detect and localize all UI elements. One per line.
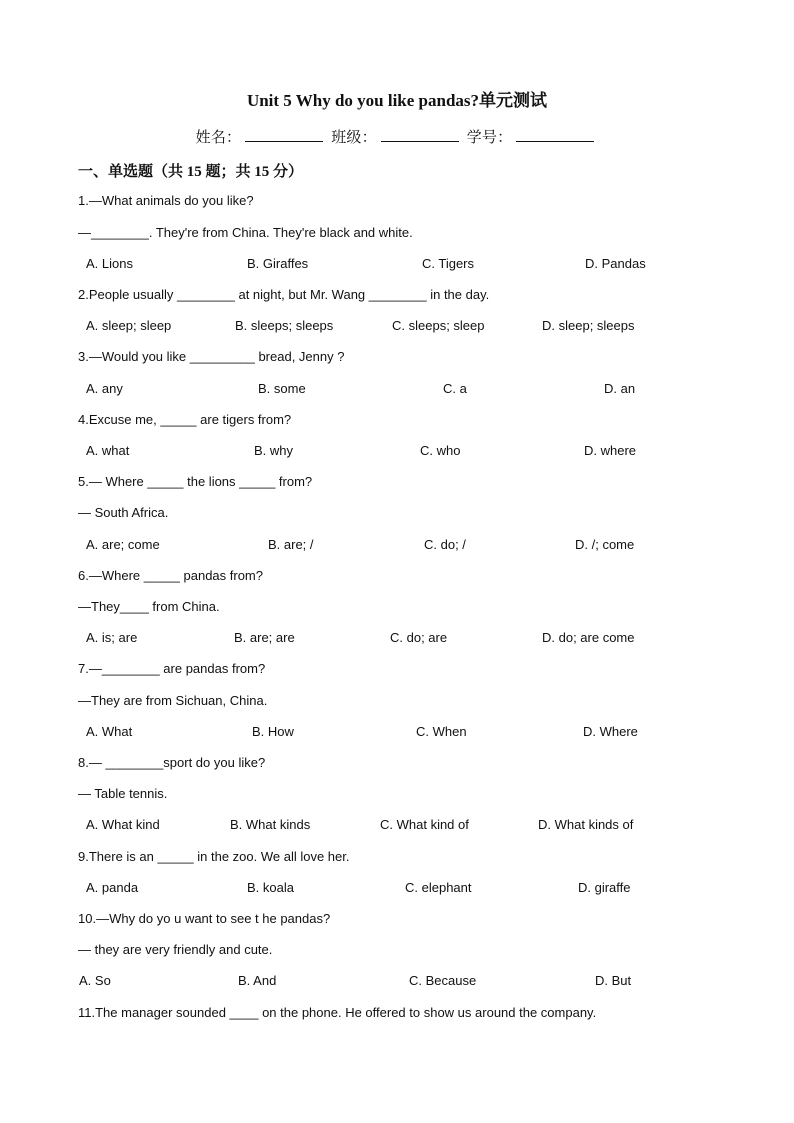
question-1-stem: 1.—What animals do you like? <box>78 193 254 208</box>
question-1-option-d[interactable]: D. Pandas <box>585 256 646 271</box>
class-label: 班级： <box>331 130 377 146</box>
question-4-option-b[interactable]: B. why <box>254 443 294 458</box>
question-2-option-c[interactable]: C. sleeps; sleep <box>392 318 485 333</box>
question-5-option-c[interactable]: C. do; / <box>424 537 466 552</box>
question-2-option-b[interactable]: B. sleeps; sleeps <box>235 318 334 333</box>
question-2-stem: 2.People usually ________ at night, but Mr. Wang ________ in the day. <box>78 287 490 302</box>
question-9-option-c[interactable]: C. elephant <box>405 880 472 895</box>
question-8-line-2: — Table tennis. <box>78 786 168 801</box>
question-10-line-2: — they are very friendly and cute. <box>78 942 273 957</box>
question-10-option-d[interactable]: D. But <box>595 973 632 988</box>
question-6-option-d[interactable]: D. do; are come <box>542 630 635 645</box>
question-10-option-b[interactable]: B. And <box>238 973 277 988</box>
question-5-option-b[interactable]: B. are; / <box>268 537 314 552</box>
question-4-option-a[interactable]: A. what <box>86 443 130 458</box>
page-title: Unit 5 Why do you like pandas?单元测试 <box>246 91 548 110</box>
question-2-option-a[interactable]: A. sleep; sleep <box>86 318 172 333</box>
question-6-option-a[interactable]: A. is; are <box>86 630 138 645</box>
question-8-stem: 8.— ________sport do you like? <box>78 755 266 770</box>
question-9-option-b[interactable]: B. koala <box>247 880 294 895</box>
question-1-option-a[interactable]: A. Lions <box>86 256 133 271</box>
question-6-stem: 6.—Where _____ pandas from? <box>78 568 263 583</box>
question-8-option-a[interactable]: A. What kind <box>86 817 160 832</box>
question-7-option-b[interactable]: B. How <box>252 724 294 739</box>
student-id-label: 学号： <box>466 130 513 146</box>
question-7-option-a[interactable]: A. What <box>86 724 133 739</box>
question-10-stem: 10.—Why do yo u want to see t he pandas? <box>78 911 331 926</box>
question-7-option-c[interactable]: C. When <box>416 724 467 739</box>
question-4-option-c[interactable]: C. who <box>420 443 461 458</box>
section-heading: 一、单选题（共 15 题；共 15 分） <box>78 164 304 180</box>
question-11-stem: 11.The manager sounded ____ on the phone. He offered to show us around the company. <box>78 1005 597 1020</box>
question-1-option-b[interactable]: B. Giraffes <box>247 256 309 271</box>
question-7-line-2: —They are from Sichuan, China. <box>78 693 268 708</box>
question-3-option-b[interactable]: B. some <box>258 381 306 396</box>
question-1-line-2: —________. They're from China. They're black and white. <box>78 225 413 240</box>
question-4-option-d[interactable]: D. where <box>584 443 637 458</box>
question-9-option-d[interactable]: D. giraffe <box>578 880 631 895</box>
name-label: 姓名： <box>195 130 242 146</box>
question-3-option-c[interactable]: C. a <box>443 381 467 396</box>
question-3-stem: 3.—Would you like _________ bread, Jenny ? <box>78 349 345 364</box>
question-6-line-2: —They____ from China. <box>78 599 220 614</box>
student-id-blank[interactable] <box>516 127 594 142</box>
question-10-option-a[interactable]: A. So <box>79 973 111 988</box>
question-5-option-a[interactable]: A. are; come <box>86 537 160 552</box>
question-3-option-a[interactable]: A. any <box>86 381 123 396</box>
question-3-option-d[interactable]: D. an <box>604 381 636 396</box>
question-5-line-2: — South Africa. <box>78 505 169 520</box>
question-7-stem: 7.—________ are pandas from? <box>78 661 266 676</box>
question-9-option-a[interactable]: A. panda <box>86 880 139 895</box>
question-5-stem: 5.— Where _____ the lions _____ from? <box>78 474 313 489</box>
question-10-option-c[interactable]: C. Because <box>409 973 477 988</box>
question-6-option-b[interactable]: B. are; are <box>234 630 295 645</box>
question-8-option-d[interactable]: D. What kinds of <box>538 817 634 832</box>
question-1-option-c[interactable]: C. Tigers <box>422 256 475 271</box>
question-9-stem: 9.There is an _____ in the zoo. We all love her. <box>78 849 350 864</box>
question-7-option-d[interactable]: D. Where <box>583 724 638 739</box>
question-8-option-c[interactable]: C. What kind of <box>380 817 469 832</box>
question-5-option-d[interactable]: D. /; come <box>575 537 635 552</box>
question-8-option-b[interactable]: B. What kinds <box>230 817 311 832</box>
name-blank[interactable] <box>245 127 323 142</box>
student-info-row <box>0 126 794 147</box>
class-blank[interactable] <box>381 127 459 142</box>
question-6-option-c[interactable]: C. do; are <box>390 630 448 645</box>
question-4-stem: 4.Excuse me, _____ are tigers from? <box>78 412 292 427</box>
question-2-option-d[interactable]: D. sleep; sleeps <box>542 318 635 333</box>
